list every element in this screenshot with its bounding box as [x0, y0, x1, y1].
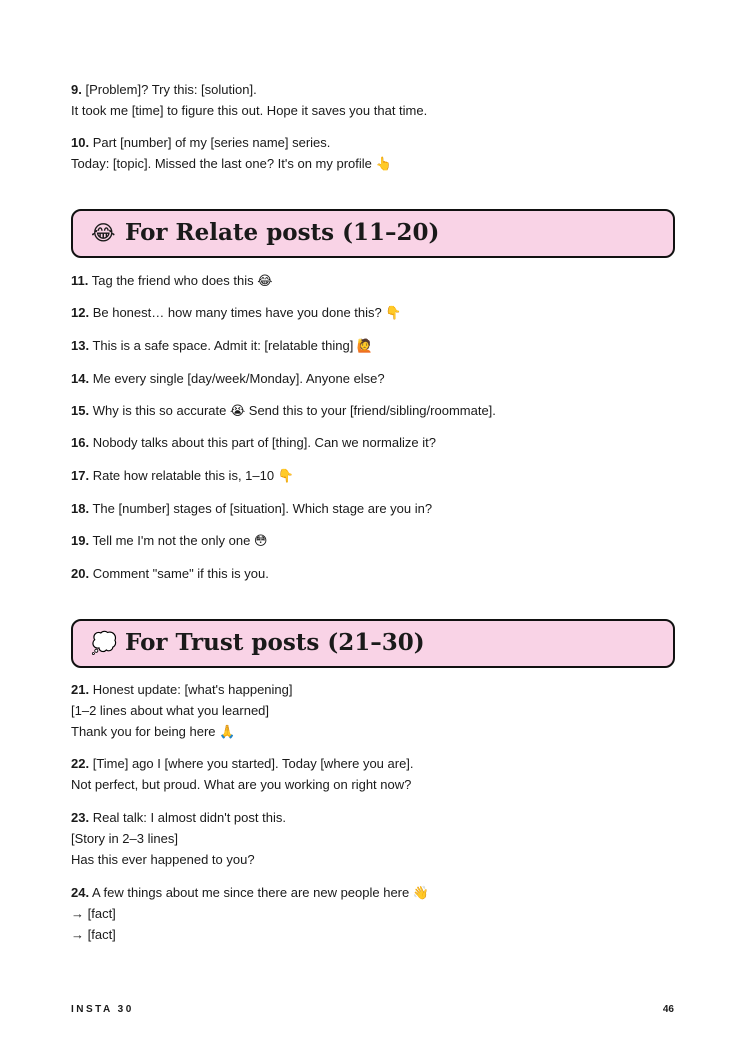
list-item: [71, 432, 674, 453]
item-number: 24.: [71, 885, 90, 900]
item-number: 10.: [71, 135, 90, 150]
list-item: [71, 498, 674, 519]
item-text: Real talk: I almost didn't post this.: [92, 810, 286, 825]
item-text: Be honest… how many times have you done this? 👇: [92, 305, 402, 320]
item-text: Why is this so accurate 😭 Send this to your [friend/sibling/roommate].: [92, 403, 496, 418]
list-item: [71, 563, 674, 584]
list-item: [71, 807, 674, 870]
section-heading-trust: [71, 619, 675, 668]
item-number: 20.: [71, 566, 90, 581]
footer-document-title: INSTA 30: [71, 1004, 134, 1015]
item-number: 12.: [71, 305, 90, 320]
item-number: 16.: [71, 435, 90, 450]
list-item: [71, 400, 674, 421]
item-number: 13.: [71, 338, 90, 353]
item-text: Tell me I'm not the only one 😳: [92, 533, 268, 548]
item-number: 19.: [71, 533, 90, 548]
laughing-face-icon: 😂: [91, 222, 116, 245]
list-item: [71, 753, 674, 795]
item-text: [Time] ago I [where you started]. Today [where you are].: [92, 756, 414, 771]
item-number: 17.: [71, 468, 90, 483]
item-number: 18.: [71, 501, 90, 516]
item-number: 21.: [71, 682, 90, 697]
list-item: [71, 270, 674, 291]
list-item: [71, 368, 674, 389]
section-heading-relate: [71, 209, 675, 258]
item-text: Not perfect, but proud. What are you working on right now?: [71, 777, 412, 792]
item-text: Part [number] of my [series name] series.: [92, 135, 331, 150]
item-text: Me every single [day/week/Monday]. Anyone else?: [92, 371, 385, 386]
list-item: [71, 882, 674, 945]
item-text: Tag the friend who does this 😂: [91, 273, 273, 288]
item-text: Has this ever happened to you?: [71, 852, 255, 867]
item-number: 23.: [71, 810, 90, 825]
list-item: [71, 465, 674, 486]
item-number: 9.: [71, 82, 82, 97]
list-item: [71, 79, 674, 121]
item-text: → [fact]: [71, 927, 116, 942]
item-text: This is a safe space. Admit it: [relatable thing] 🙋: [92, 338, 374, 353]
item-text: Thank you for being here 🙏: [71, 724, 236, 739]
item-number: 22.: [71, 756, 90, 771]
item-text: A few things about me since there are new people here 👋: [91, 885, 430, 900]
item-text: Rate how relatable this is, 1–10 👇: [92, 468, 294, 483]
list-item: [71, 132, 674, 174]
item-text: Nobody talks about this part of [thing]. Can we normalize it?: [92, 435, 436, 450]
list-item: [71, 335, 674, 356]
item-number: 14.: [71, 371, 90, 386]
page-number: 46: [662, 1004, 674, 1015]
speech-bubble-icon: 💭: [91, 632, 118, 655]
item-text: [Story in 2–3 lines]: [71, 831, 178, 846]
item-text: → [fact]: [71, 906, 116, 921]
list-item: [71, 530, 674, 551]
item-text: Comment "same" if this is you.: [92, 566, 269, 581]
list-item: [71, 302, 674, 323]
item-number: 11.: [71, 273, 89, 288]
section-title: For Trust posts (21–30): [125, 629, 425, 656]
item-text: It took me [time] to figure this out. Hope it saves you that time.: [71, 103, 428, 118]
section-title: For Relate posts (11–20): [125, 219, 440, 246]
item-text: The [number] stages of [situation]. Which stage are you in?: [92, 501, 433, 516]
item-text: Honest update: [what's happening]: [92, 682, 293, 697]
item-text: Today: [topic]. Missed the last one? It's on my profile 👆: [71, 156, 392, 171]
item-number: 15.: [71, 403, 90, 418]
list-item: [71, 679, 674, 742]
document-page: [71, 0, 674, 1053]
item-text: [1–2 lines about what you learned]: [71, 703, 270, 718]
item-text: [Problem]? Try this: [solution].: [85, 82, 257, 97]
